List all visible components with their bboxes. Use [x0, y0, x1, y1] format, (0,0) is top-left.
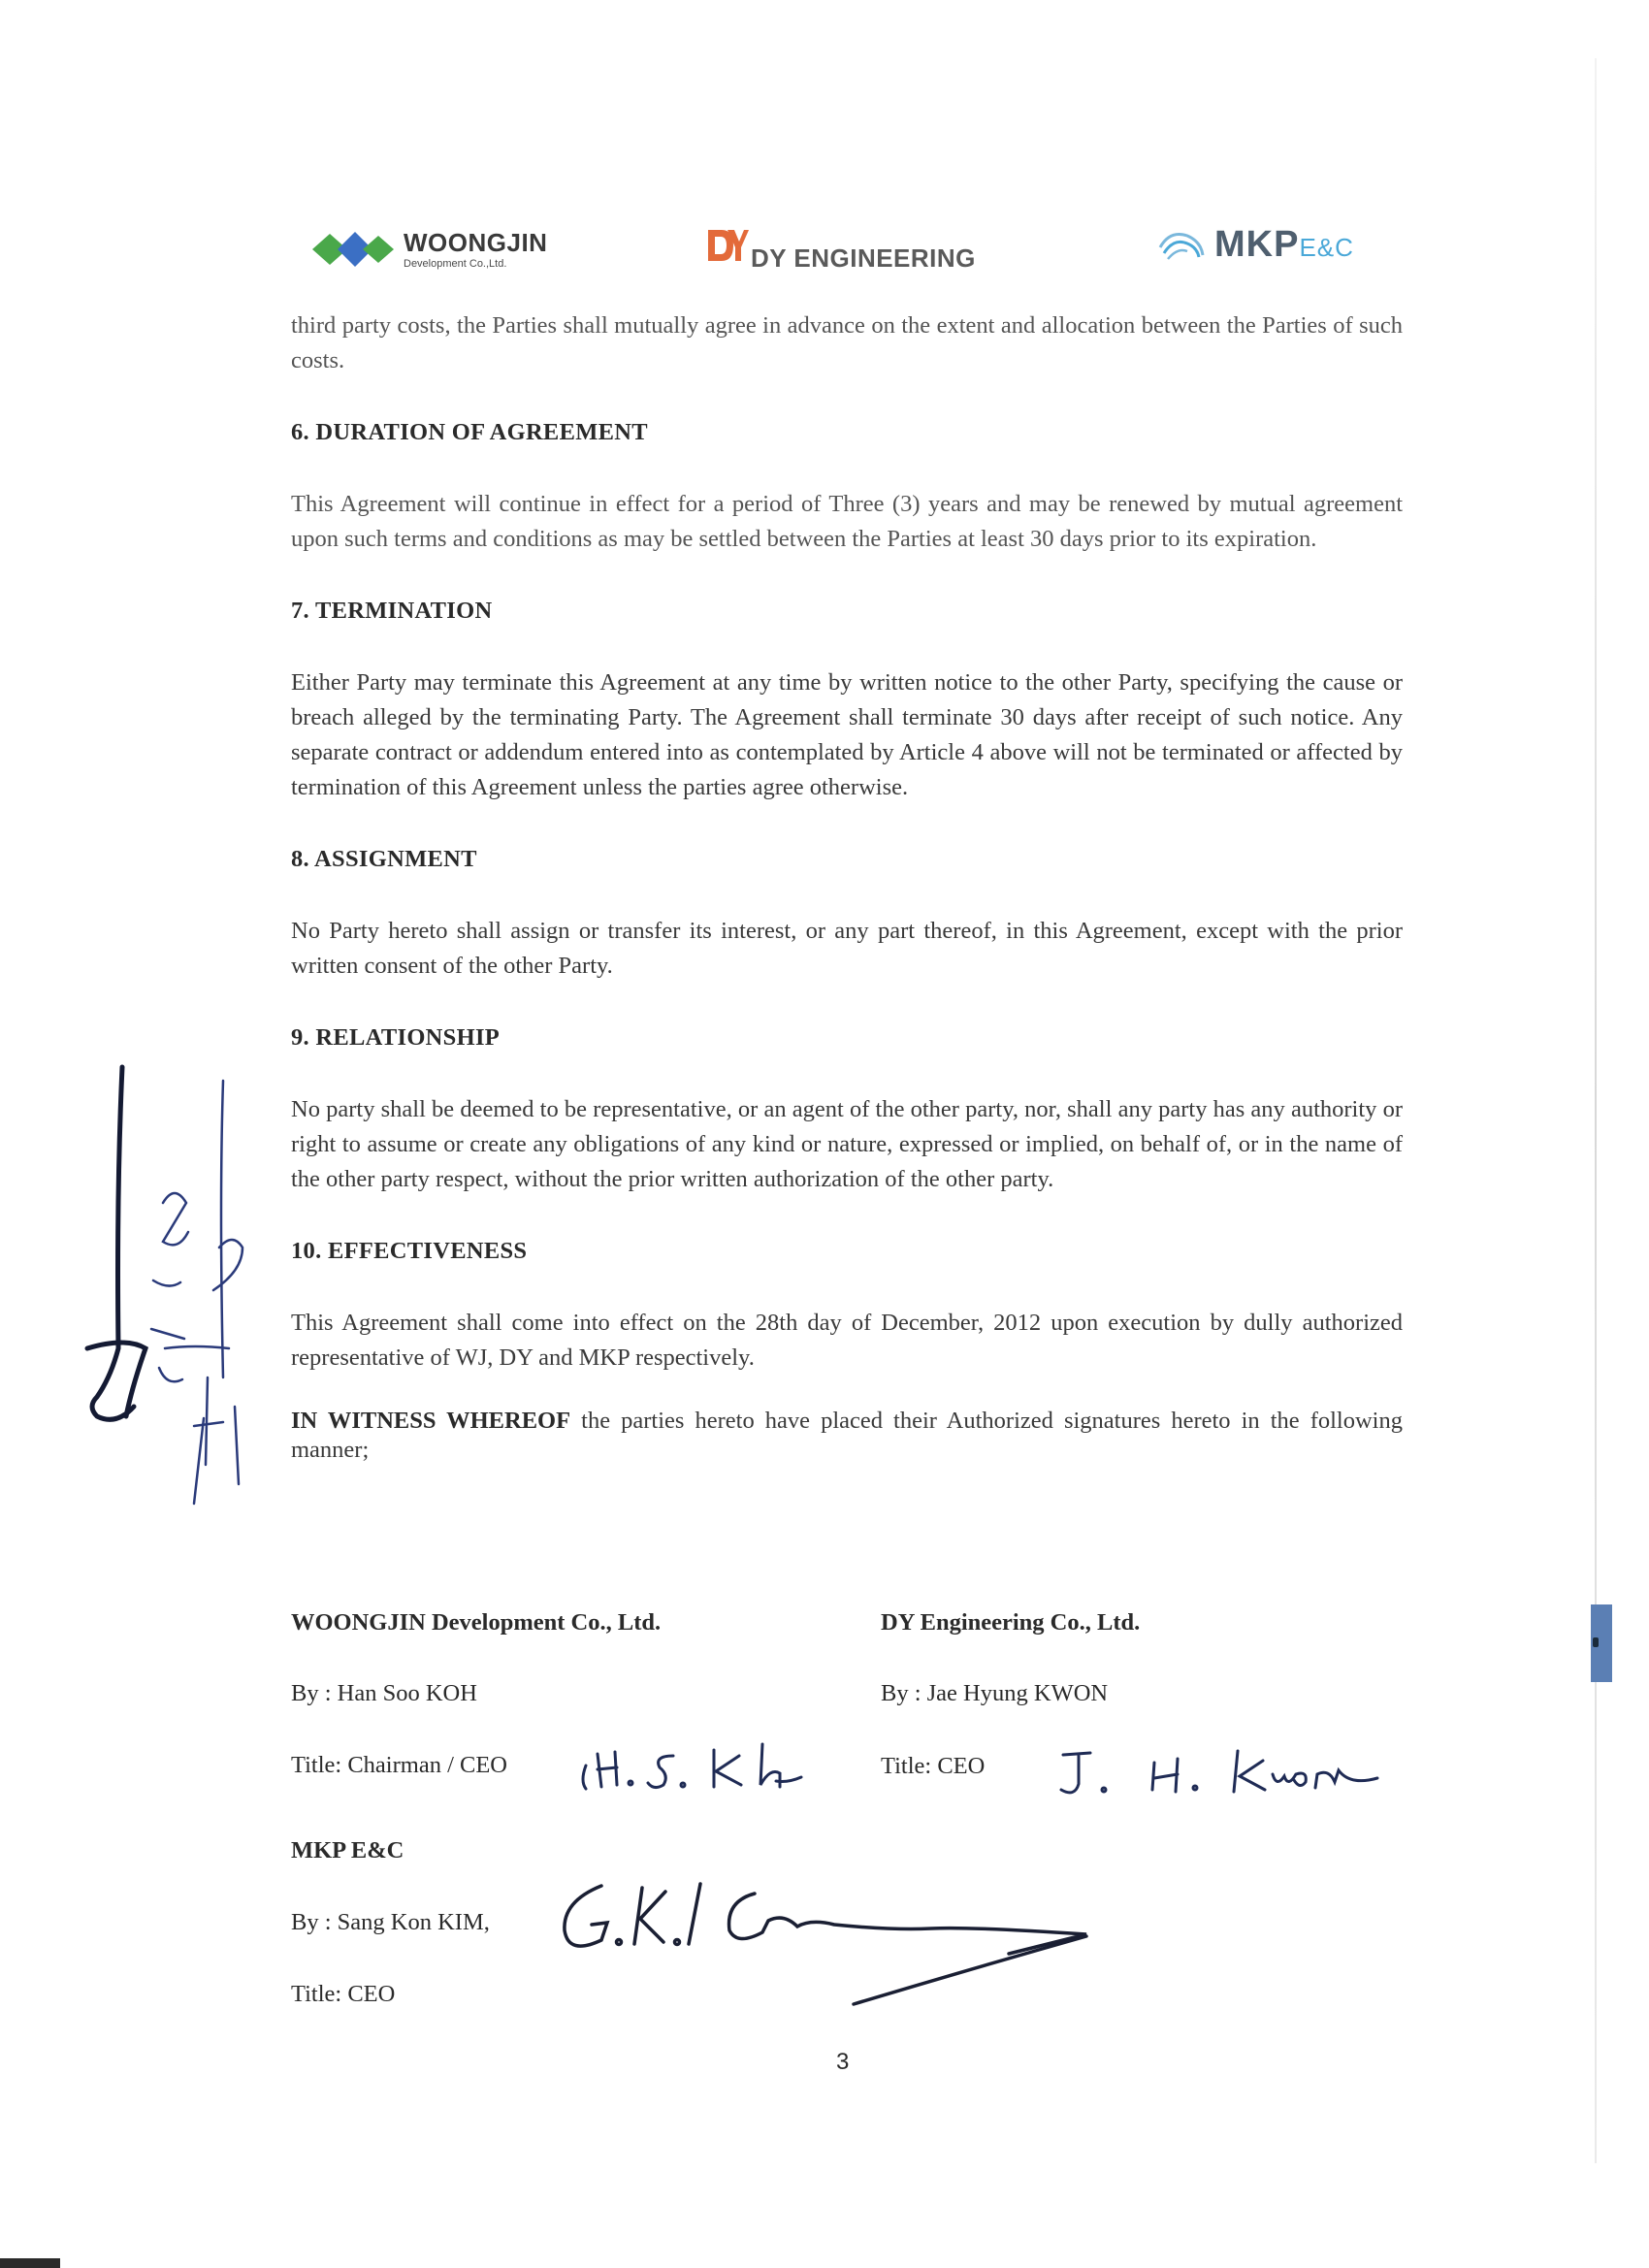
woongjin-logo-sub: Development Co.,Ltd.: [404, 257, 507, 270]
witness-lead: IN WITNESS WHEREOF: [291, 1408, 571, 1434]
woongjin-company-name: WOONGJIN Development Co., Ltd.: [291, 1609, 662, 1636]
kwon-signature: [1048, 1741, 1397, 1809]
section-text-effectiveness: This Agreement shall come into effect on the 28th day of December, 2012 upon execution by dully authorized representative of WJ, DY and MKP respectively.: [291, 1310, 1403, 1371]
section-heading-assignment: 8. ASSIGNMENT: [291, 846, 477, 872]
section-heading-relationship: 9. RELATIONSHIP: [291, 1024, 501, 1051]
mkp-logo: [1154, 226, 1354, 265]
koh-signature: [572, 1727, 834, 1804]
dy-signer-title: Title: CEO: [881, 1753, 986, 1779]
kim-signature: [543, 1863, 1096, 2018]
mkp-signer-title: Title: CEO: [291, 1981, 396, 2007]
section-text-duration: This Agreement will continue in effect for a period of Three (3) years and may be renewed by mutual agreement upon such terms and conditions as may be settled between the Parties at least 30 days prior to its expiration.: [291, 491, 1403, 552]
dy-logo-name: DY ENGINEERING: [751, 243, 976, 273]
section-text-termination: Either Party may terminate this Agreement at any time by written notice to the other Party, specifying the cause or breach alleged by the terminating Party. The Agreement shall terminate 30 days after receipt of such notice. Any separate contract or addendum entered into as contemplated by Article 4 above will not be terminated or affected by termination of this Agreement unless the parties agree otherwise.: [291, 669, 1403, 800]
mkp-swirl-icon: [1154, 226, 1209, 265]
scan-edge-line: [1595, 58, 1597, 2163]
woongjin-signer-title: Title: Chairman / CEO: [291, 1752, 508, 1778]
woongjin-logo-name: WOONGJIN: [404, 227, 548, 257]
witness-paragraph: [291, 1407, 1403, 1465]
dy-mark-icon: [706, 226, 749, 271]
margin-initials-signatures: [58, 1057, 262, 1523]
agreement-body: [291, 308, 1403, 1465]
scan-corner-mark: [0, 2258, 60, 2268]
page-number: 3: [836, 2049, 850, 2075]
woongjin-logo: [308, 224, 547, 275]
section-heading-duration: 6. DURATION OF AGREEMENT: [291, 419, 648, 445]
mkp-company-name: MKP E&C: [291, 1837, 404, 1863]
section-heading-termination: 7. TERMINATION: [291, 598, 493, 624]
dy-engineering-logo: [706, 222, 976, 274]
section-text-assignment: No Party hereto shall assign or transfer its interest, or any part thereof, in this Agreement, except with the prior written consent of the other Party.: [291, 918, 1403, 979]
header-logos: [0, 218, 1649, 286]
dy-signer-name: By : Jae Hyung KWON: [881, 1680, 1109, 1706]
scan-binder-mark: [1593, 1637, 1599, 1647]
mkp-logo-name: MKPE&C: [1214, 224, 1354, 265]
witness-text: the parties hereto have placed their Authorized signatures hereto in the following manner;: [291, 1408, 1403, 1463]
dy-company-name: DY Engineering Co., Ltd.: [881, 1609, 1141, 1636]
intro-paragraph: third party costs, the Parties shall mutually agree in advance on the extent and allocation between the Parties of such costs.: [291, 312, 1403, 373]
mkp-signer-name: By : Sang Kon KIM,: [291, 1909, 490, 1935]
woongjin-signer-name: By : Han Soo KOH: [291, 1680, 477, 1706]
section-heading-effectiveness: 10. EFFECTIVENESS: [291, 1238, 528, 1264]
woongjin-mark-icon: [308, 224, 398, 275]
section-text-relationship: No party shall be deemed to be representative, or an agent of the other party, nor, shall any party has any authority or right to assume or create any obligations of any kind or nature, expressed or implied, on behalf of, or in the name of the other party respect, without the prior written authorization of the other party.: [291, 1096, 1403, 1192]
